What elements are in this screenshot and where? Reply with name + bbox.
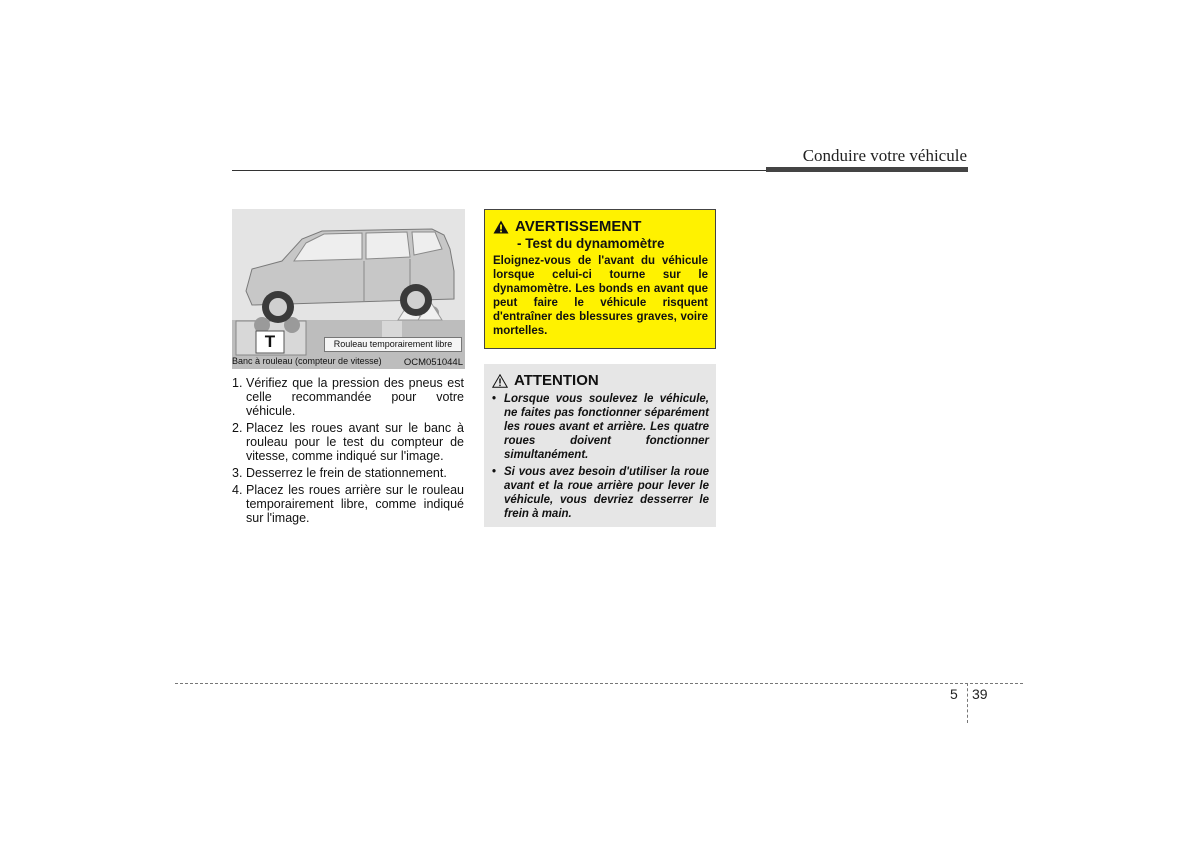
warning-box bbox=[484, 209, 716, 349]
procedure-steps bbox=[232, 376, 464, 528]
warning-subtitle: - Test du dynamomètre bbox=[517, 236, 665, 251]
attention-list bbox=[492, 392, 709, 521]
warning-triangle-icon bbox=[493, 220, 509, 234]
header-rule-accent bbox=[766, 167, 968, 172]
chapter-number: 5 bbox=[950, 686, 958, 702]
attention-title: ATTENTION bbox=[514, 372, 599, 389]
speed-roller-label: Banc à rouleau (compteur de vitesse) bbox=[232, 356, 382, 366]
list-item: 2. Placez les roues avant sur le banc à rouleau pour le test du compteur de vitesse, comme indiqué sur l'image. bbox=[232, 421, 464, 463]
warning-title: AVERTISSEMENT bbox=[515, 218, 642, 235]
list-item: 1. Vérifiez que la pression des pneus est celle recommandée pour votre véhicule. bbox=[232, 376, 464, 418]
free-roller-label: Rouleau temporairement libre bbox=[324, 337, 462, 352]
warning-text: Eloignez-vous de l'avant du véhicule lorsque celui-ci tourne sur le dynamomètre. Les bonds en avant que peut faire le véhicule risquent d'entraîner des blessures graves, voire mortelles. bbox=[493, 255, 708, 337]
figure-code: OCM051044L bbox=[403, 357, 463, 368]
page-number: 39 bbox=[972, 686, 988, 702]
list-item: • Lorsque vous soulevez le véhicule, ne faites pas fonctionner séparément les roues avant et arrière. Les quatre roues doivent fonctionner simultanément. bbox=[492, 393, 709, 461]
footer-rule bbox=[175, 683, 1023, 684]
list-item: 4. Placez les roues arrière sur le rouleau temporairement libre, comme indiqué sur l'image. bbox=[232, 483, 464, 525]
dynamometer-marker: T bbox=[264, 332, 276, 351]
attention-box bbox=[484, 364, 716, 527]
caution-triangle-icon bbox=[492, 374, 508, 388]
header-rule bbox=[232, 170, 766, 171]
chapter-title: Conduire votre véhicule bbox=[802, 146, 967, 165]
dynamometer-illustration bbox=[232, 209, 465, 369]
page-number-divider bbox=[967, 683, 968, 723]
list-item: 3. Desserrez le frein de stationnement. bbox=[232, 466, 447, 480]
list-item: • Si vous avez besoin d'utiliser la roue avant et la roue arrière pour lever le véhicule, vous devriez desserrer le frein à main. bbox=[492, 466, 709, 520]
